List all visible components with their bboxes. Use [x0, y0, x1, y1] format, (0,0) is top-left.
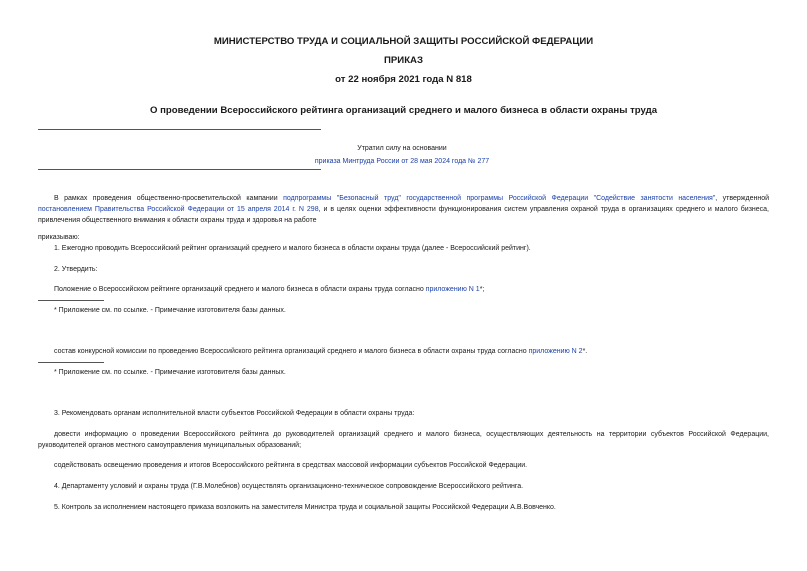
footnote-rule-2 — [38, 362, 104, 363]
item-2: 2. Утвердить: — [54, 266, 98, 273]
status-repeal-link[interactable]: приказа Минтруда России от 28 мая 2024 года № 277 — [314, 158, 490, 165]
footnote-2: * Приложение см. по ссылке. - Примечание изготовителя базы данных. — [54, 369, 286, 376]
item-4: 4. Департаменту условий и охраны труда (Г.В.Молебнов) осуществлять организационно-техническое сопровождение Всероссийского рейтинга. — [54, 483, 524, 490]
document-title: О проведении Всероссийского рейтинга организаций среднего и малого бизнеса в области охраны труда — [149, 105, 658, 116]
ministry-heading: МИНИСТЕРСТВО ТРУДА И СОЦИАЛЬНОЙ ЗАЩИТЫ РОССИЙСКОЙ ФЕДЕРАЦИИ — [213, 36, 594, 47]
divider-bottom — [38, 169, 321, 170]
status-note — [314, 144, 490, 167]
divider-top — [38, 129, 321, 130]
doc-date-number: от 22 ноября 2021 года N 818 — [335, 74, 472, 85]
footnote-1: * Приложение см. по ссылке. - Примечание изготовителя базы данных. — [54, 307, 286, 314]
preamble-text-3: , и в целях оценки эффективности функционирования систем управления охраной труда в организациях среднего и малого бизнеса, привлечения общественного внимания к области охраны труда и здоровья на работе — [38, 206, 769, 224]
doc-type-heading: ПРИКАЗ — [384, 55, 423, 66]
appendix-2-link[interactable]: приложению N 2 — [528, 348, 583, 355]
item-3b: содействовать освещению проведения и итогов Всероссийского рейтинга в средствах массовой информации субъектов Российской Федерации. — [54, 462, 528, 469]
item-2b-text: состав конкурсной комиссии по проведению Всероссийского рейтинга организаций среднего и малого бизнеса в области охраны труда согласно — [54, 348, 529, 355]
preamble-paragraph — [38, 193, 769, 226]
resolution-link[interactable]: постановлением Правительства Российской Федерации от 15 апреля 2014 г. N 298 — [38, 206, 319, 213]
program-link[interactable]: подпрограммы "Безопасный труд" государственной программы Российской Федерации "Содействие занятости населения" — [283, 195, 716, 202]
item-2a-tail: *; — [479, 286, 485, 293]
preamble-text-1: В рамках проведения общественно-просветительской кампании — [54, 195, 284, 202]
item-2b-tail: *. — [582, 348, 588, 355]
item-3: 3. Рекомендовать органам исполнительной власти субъектов Российской Федерации в области охраны труда: — [54, 410, 415, 417]
item-3a: довести информацию о проведении Всероссийского рейтинга до руководителей организаций среднего и малого бизнеса, осуществляющих деятельность на территории субъектов Российской Федерации, руководителей органов местного самоуправления муниципальных образований; — [38, 431, 769, 449]
item-2-appendix-1 — [54, 284, 769, 295]
item-2a-text: Положение о Всероссийском рейтинге организаций среднего и малого бизнеса в области охраны труда согласно — [54, 286, 426, 293]
item-2-appendix-2 — [54, 346, 769, 357]
item-5: 5. Контроль за исполнением настоящего приказа возложить на заместителя Министра труда и социальной защиты Российской Федерации А.В.Вовченко. — [54, 504, 556, 511]
order-word: приказываю: — [38, 234, 80, 241]
preamble-text-2: , утвержденной — [715, 195, 769, 202]
appendix-1-link[interactable]: приложению N 1 — [425, 286, 480, 293]
status-note-line1: Утратил силу на основании — [357, 145, 447, 152]
item-1: 1. Ежегодно проводить Всероссийский рейтинг организаций среднего и малого бизнеса в области охраны труда (далее - Всероссийский рейтинг). — [54, 245, 531, 252]
footnote-rule-1 — [38, 300, 104, 301]
